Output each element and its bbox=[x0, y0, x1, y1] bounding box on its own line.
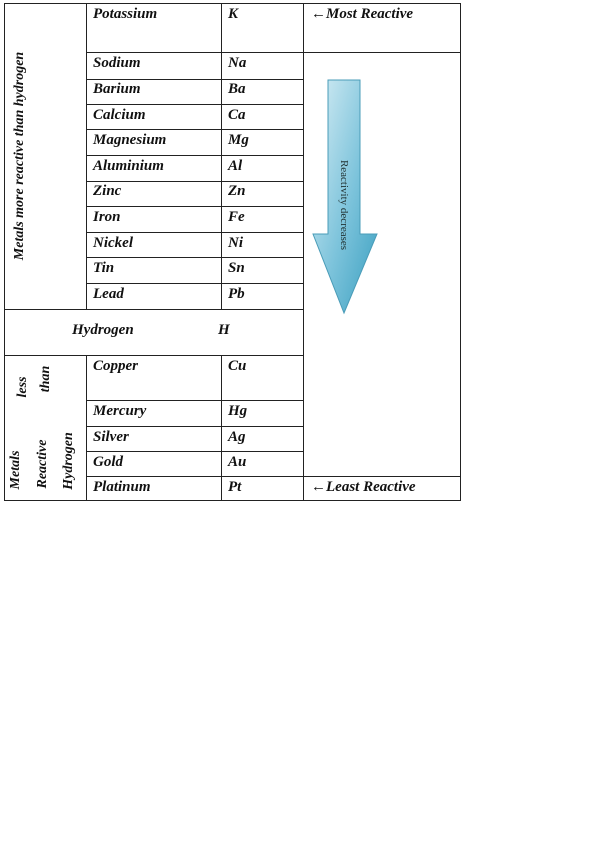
element-symbol: Pt bbox=[228, 479, 242, 495]
element-symbol: Zn bbox=[228, 183, 246, 199]
col-line-symbol-top bbox=[221, 3, 222, 309]
element-symbol: Al bbox=[228, 158, 243, 174]
col-line-side-top bbox=[86, 3, 87, 309]
table-border-top bbox=[4, 3, 461, 4]
table-border-left bbox=[4, 3, 5, 501]
element-name: Sodium bbox=[93, 55, 141, 71]
row-line bbox=[86, 52, 460, 53]
side-label-than: than bbox=[38, 365, 53, 393]
element-name: Iron bbox=[93, 209, 121, 225]
element-name: Copper bbox=[93, 358, 138, 374]
least-reactive-label: ←Least Reactive bbox=[311, 479, 416, 495]
element-symbol: K bbox=[228, 6, 239, 22]
col-line-right bbox=[303, 3, 304, 501]
table-border-bottom bbox=[4, 500, 461, 501]
element-symbol: Mg bbox=[228, 132, 249, 148]
element-name: Platinum bbox=[93, 479, 151, 495]
row-line bbox=[86, 129, 303, 130]
element-name: Gold bbox=[93, 454, 123, 470]
element-symbol: Pb bbox=[228, 286, 245, 302]
element-symbol: Fe bbox=[228, 209, 245, 225]
side-label-reactive: Reactive bbox=[35, 439, 50, 489]
element-name: Silver bbox=[93, 429, 129, 445]
row-line bbox=[86, 283, 303, 284]
element-name: Tin bbox=[93, 260, 115, 276]
element-name: Lead bbox=[93, 286, 124, 302]
element-name: Magnesium bbox=[93, 132, 167, 148]
element-symbol: Na bbox=[228, 55, 247, 71]
element-symbol: Cu bbox=[228, 358, 247, 374]
hydrogen-name: Hydrogen bbox=[72, 322, 134, 338]
row-line bbox=[4, 309, 303, 310]
row-line bbox=[86, 400, 303, 401]
row-line bbox=[86, 206, 303, 207]
row-line bbox=[86, 232, 303, 233]
element-name: Mercury bbox=[93, 403, 147, 419]
row-line bbox=[86, 451, 303, 452]
element-name: Calcium bbox=[93, 107, 146, 123]
row-line bbox=[86, 155, 303, 156]
element-symbol: Hg bbox=[228, 403, 248, 419]
col-line-symbol-bottom bbox=[221, 355, 222, 501]
element-name: Potassium bbox=[93, 6, 158, 22]
row-line bbox=[86, 257, 303, 258]
element-symbol: Sn bbox=[228, 260, 245, 276]
element-name: Aluminium bbox=[93, 158, 164, 174]
element-symbol: Au bbox=[228, 454, 247, 470]
element-name: Zinc bbox=[93, 183, 122, 199]
col-line-side-bottom bbox=[86, 355, 87, 501]
element-symbol: Ni bbox=[228, 235, 243, 251]
side-label-metals: Metals bbox=[8, 450, 23, 490]
hydrogen-symbol: H bbox=[218, 322, 230, 338]
element-name: Barium bbox=[93, 81, 141, 97]
row-line bbox=[86, 426, 303, 427]
most-reactive-label: ←Most Reactive bbox=[311, 6, 414, 22]
table-border-right bbox=[460, 3, 461, 501]
side-label-hydrogen: Hydrogen bbox=[61, 432, 76, 490]
element-symbol: Ca bbox=[228, 107, 246, 123]
side-label-more-reactive: Metals more reactive than hydrogen bbox=[12, 51, 27, 261]
row-line bbox=[86, 104, 303, 105]
element-name: Nickel bbox=[93, 235, 133, 251]
element-symbol: Ag bbox=[228, 429, 246, 445]
side-label-less: less bbox=[15, 376, 30, 398]
element-symbol: Ba bbox=[228, 81, 246, 97]
row-line bbox=[86, 476, 460, 477]
arrow-label: Reactivity decreases bbox=[338, 159, 350, 251]
